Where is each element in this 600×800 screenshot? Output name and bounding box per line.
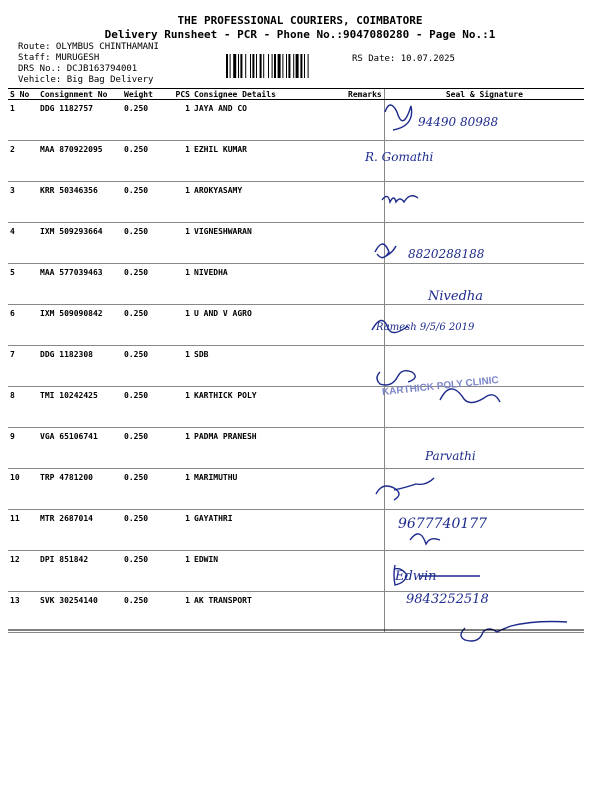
consignee-cell: GAYATHRI [192,510,346,551]
consignment-no-cell: TRP 4781200 [38,469,122,510]
consignment-no-cell: IXM 509090842 [38,305,122,346]
consignee-cell: JAYA AND CO [192,100,346,141]
weight-cell: 0.250 [122,100,168,141]
pcs-cell: 1 [168,141,192,182]
remarks-cell [346,346,384,387]
consignee-cell: AK TRANSPORT [192,592,346,633]
sno-cell: 3 [8,182,38,223]
consignee-cell: PADMA PRANESH [192,428,346,469]
barcode-bar [282,54,283,78]
signature-9: Parvathi [425,449,476,463]
vehicle-label: Vehicle: Big Bag Delivery [18,75,154,85]
weight-cell: 0.250 [122,264,168,305]
table-row [8,387,584,428]
pcs-cell: 1 [168,387,192,428]
table-row [8,305,584,346]
weight-cell: 0.250 [122,141,168,182]
signature-cell [384,387,584,428]
consignment-no-cell: MAA 870922095 [38,141,122,182]
weight-cell: 0.250 [122,510,168,551]
sno-cell: 11 [8,510,38,551]
pcs-cell: 1 [168,346,192,387]
barcode-bar [240,54,242,78]
weight-cell: 0.250 [122,182,168,223]
signature-cell [384,305,584,346]
weight-cell: 0.250 [122,346,168,387]
remarks-cell [346,305,384,346]
barcode-bar [308,54,309,78]
col-header-consignee: Consignee Details [192,89,346,100]
remarks-cell [346,100,384,141]
barcode-bar [268,54,269,78]
consignee-cell: KARTHICK POLY [192,387,346,428]
col-header-consignment: Consignment No [38,89,122,100]
barcode-bar [286,54,287,78]
consignment-no-cell: DPI 851842 [38,551,122,592]
consignee-cell: NIVEDHA [192,264,346,305]
signature-6: Ramesh 9/5/6 2019 [376,322,475,333]
consignee-cell: SDB [192,346,346,387]
col-header-remarks: Remarks [346,89,384,100]
consignment-no-cell: VGA 65106741 [38,428,122,469]
barcode-bar [230,54,231,78]
pcs-cell: 1 [168,182,192,223]
route-label: Route: OLYMBUS CHINTHAMANI [18,42,159,52]
signature-cell [384,346,584,387]
table-row [8,551,584,592]
runsheet-subtitle: Delivery Runsheet - PCR - Phone No.:9047080280 - Page No.:1 [104,28,496,41]
barcode-bar [250,54,251,78]
barcode-bar [238,54,239,78]
table-row [8,141,584,182]
signature-cell [384,469,584,510]
barcode-bar [296,54,299,78]
staff-label: Staff: MURUGESH [18,53,100,63]
col-header-signature: Seal & Signature [384,89,584,100]
remarks-cell [346,387,384,428]
signature-cell [384,182,584,223]
remarks-cell [346,510,384,551]
table-row [8,428,584,469]
barcode-bar [300,54,302,78]
col-header-pcs: PCS [168,89,192,100]
signature-1-phone: 94490 80988 [418,115,499,129]
sno-cell: 4 [8,223,38,264]
table-row [8,510,584,551]
signature-cell [384,100,584,141]
weight-cell: 0.250 [122,223,168,264]
barcode-bar [226,54,228,78]
barcode-bar [288,54,290,78]
remarks-cell [346,264,384,305]
col-header-weight: Weight [122,89,168,100]
pcs-cell: 1 [168,305,192,346]
remarks-cell [346,141,384,182]
weight-cell: 0.250 [122,387,168,428]
sno-cell: 9 [8,428,38,469]
sno-cell: 6 [8,305,38,346]
barcode-bar [252,54,254,78]
barcode-bar [293,54,294,78]
sno-cell: 8 [8,387,38,428]
consignment-no-cell: MTR 2687014 [38,510,122,551]
drs-number: DRS No.: DCJB163794001 [18,64,138,74]
signature-12: Edwin [395,569,437,584]
barcode-bar [263,54,264,78]
pcs-cell: 1 [168,264,192,305]
consignment-no-cell: IXM 509293664 [38,223,122,264]
signature-cell [384,510,584,551]
consignee-cell: MARIMUTHU [192,469,346,510]
barcode-bar [260,54,262,78]
table-row [8,346,584,387]
signature-2: R. Gomathi [365,150,434,164]
weight-cell: 0.250 [122,592,168,633]
signature-11-phone: 9677740177 [398,516,488,532]
runsheet-table [8,88,584,633]
consignment-no-cell: MAA 577039463 [38,264,122,305]
weight-cell: 0.250 [122,428,168,469]
signature-cell [384,223,584,264]
clinic-stamp: KARTHICK POLY CLINIC [381,374,500,399]
barcode-bar [278,54,281,78]
signature-cell [384,264,584,305]
barcode-bar [274,54,276,78]
consignment-no-cell: KRR 50346356 [38,182,122,223]
signature-cell [384,428,584,469]
pcs-cell: 1 [168,428,192,469]
consignee-cell: EZHIL KUMAR [192,141,346,182]
signature-cell [384,141,584,182]
table-row [8,223,584,264]
sno-cell: 2 [8,141,38,182]
weight-cell: 0.250 [122,305,168,346]
pcs-cell: 1 [168,510,192,551]
consignee-cell: U AND V AGRO [192,305,346,346]
barcode-bar [256,54,257,78]
consignment-no-cell: SVK 30254140 [38,592,122,633]
sno-cell: 5 [8,264,38,305]
table-row [8,100,584,141]
barcode-bar [233,54,236,78]
table-row [8,469,584,510]
consignee-cell: EDWIN [192,551,346,592]
sno-cell: 7 [8,346,38,387]
pcs-cell: 1 [168,592,192,633]
barcode-bar [304,54,305,78]
remarks-cell [346,182,384,223]
barcode-bar [245,54,246,78]
pcs-cell: 1 [168,469,192,510]
signature-cell [384,592,584,633]
col-header-sno: S No [8,89,38,100]
remarks-cell [346,592,384,633]
barcode-bar [272,54,273,78]
consignment-no-cell: TMI 10242425 [38,387,122,428]
remarks-cell [346,551,384,592]
signature-13-phone: 9843252518 [406,592,489,607]
signature-cell [384,551,584,592]
sno-cell: 12 [8,551,38,592]
signature-5: Nivedha [428,289,484,304]
consignment-no-cell: DDG 1182757 [38,100,122,141]
consignee-cell: AROKYASAMY [192,182,346,223]
table-row [8,592,584,633]
barcode-image [226,54,350,78]
pcs-cell: 1 [168,551,192,592]
table-header-row [8,89,584,100]
pcs-cell: 1 [168,223,192,264]
remarks-cell [346,223,384,264]
consignment-no-cell: DDG 1182308 [38,346,122,387]
pcs-cell: 1 [168,100,192,141]
sno-cell: 10 [8,469,38,510]
remarks-cell [346,428,384,469]
table-row [8,264,584,305]
consignee-cell: VIGNESHWARAN [192,223,346,264]
signature-4-phone: 8820288188 [408,247,485,261]
page-title: THE PROFESSIONAL COURIERS, COIMBATORE [177,14,423,27]
sno-cell: 1 [8,100,38,141]
weight-cell: 0.250 [122,551,168,592]
rs-date: RS Date: 10.07.2025 [352,54,455,64]
sno-cell: 13 [8,592,38,633]
table-row [8,182,584,223]
remarks-cell [346,469,384,510]
weight-cell: 0.250 [122,469,168,510]
